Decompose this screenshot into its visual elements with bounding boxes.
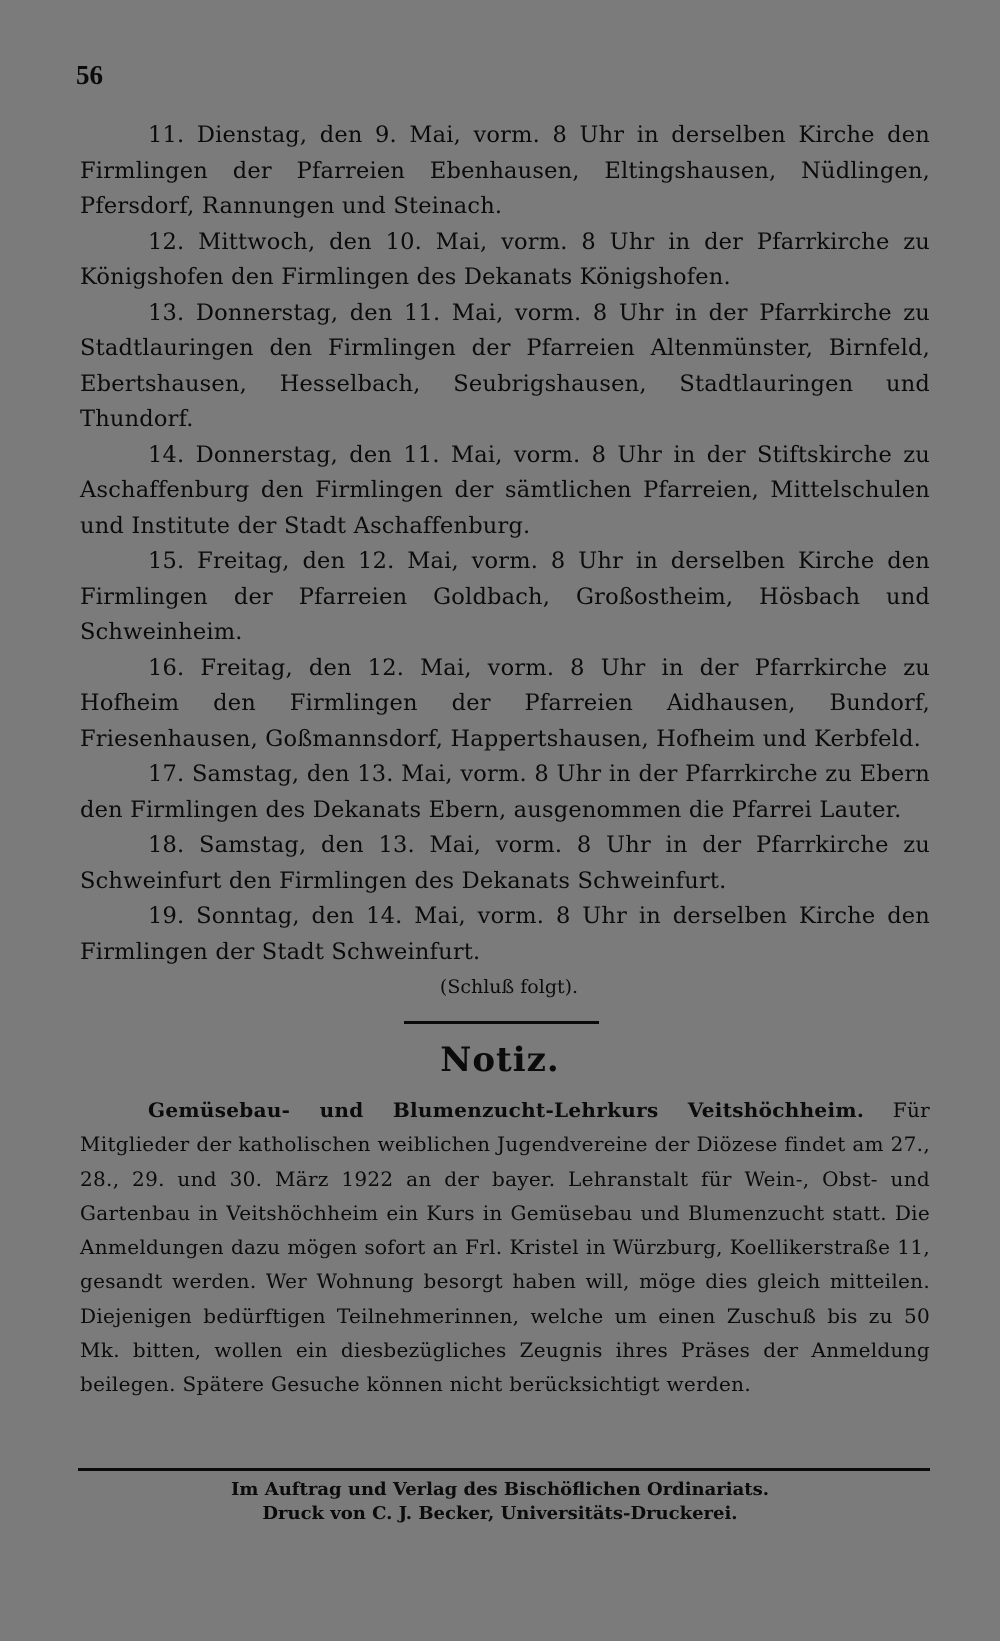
- imprint-publisher: Im Auftrag und Verlag des Bischöflichen Ordinariats.: [231, 1479, 769, 1500]
- footer-divider: [78, 1468, 930, 1471]
- schedule-entry-17: 17. Samstag, den 13. Mai, vorm. 8 Uhr in der Pfarrkirche zu Ebern den Firmlingen des Dekanats Ebern, ausgenommen die Pfarrei Lauter.: [80, 761, 930, 823]
- notice-text: Für Mitglieder der katholischen weiblichen Jugendvereine der Diözese findet am 27., 28., 29. und 30. März 1922 an der bayer. Lehranstalt für Wein-, Obst- und Gartenbau in Veitshöchheim ein Kurs in Gemüsebau und Blumenzucht statt. Die Anmeldungen dazu mögen sofort an Frl. Kristel in Würzburg, Koellikerstraße 11, gesandt werden. Wer Wohnung besorgt haben will, möge dies gleich mitteilen. Diejenigen bedürftigen Teilnehmerinnen, welche um einen Zuschuß bis zu 50 Mk. bitten, wollen ein diesbezügliches Zeugnis ihres Präses der Anmeldung beilegen. Spätere Gesuche können nicht berücksichtigt werden.: [80, 1098, 930, 1397]
- schedule-entry-12: 12. Mittwoch, den 10. Mai, vorm. 8 Uhr in der Pfarrkirche zu Königshofen den Firmlingen des Dekanats Königshofen.: [80, 228, 930, 290]
- schedule-entry-16: 16. Freitag, den 12. Mai, vorm. 8 Uhr in der Pfarrkirche zu Hofheim den Firmlingen der Pfarreien Aidhausen, Bundorf, Friesenhausen, Goßmannsdorf, Happertshausen, Hofheim und Kerbfeld.: [80, 654, 930, 752]
- continued-note: (Schluß folgt).: [439, 976, 579, 998]
- schedule-entry-18: 18. Samstag, den 13. Mai, vorm. 8 Uhr in der Pfarrkirche zu Schweinfurt den Firmlingen des Dekanats Schweinfurt.: [80, 832, 930, 894]
- notice-title: Notiz.: [440, 1040, 560, 1080]
- section-divider: [404, 1021, 599, 1024]
- notice-body: [80, 1093, 930, 1402]
- schedule-entry-11: 11. Dienstag, den 9. Mai, vorm. 8 Uhr in derselben Kirche den Firmlingen der Pfarreien Ebenhausen, Eltingshausen, Nüdlingen, Pfersdorf, Rannungen und Steinach.: [80, 122, 930, 219]
- imprint-printer: Druck von C. J. Becker, Universitäts-Druckerei.: [262, 1503, 738, 1524]
- schedule-entry-15: 15. Freitag, den 12. Mai, vorm. 8 Uhr in derselben Kirche den Firmlingen der Pfarreien Goldbach, Großostheim, Hösbach und Schweinheim.: [80, 548, 930, 645]
- page-number: 56: [76, 60, 103, 90]
- confirmation-schedule: [80, 118, 930, 1004]
- schedule-entry-19: 19. Sonntag, den 14. Mai, vorm. 8 Uhr in derselben Kirche den Firmlingen der Stadt Schweinfurt.: [80, 903, 930, 965]
- schedule-entry-14: 14. Donnerstag, den 11. Mai, vorm. 8 Uhr in der Stiftskirche zu Aschaffenburg den Firmlingen der sämtlichen Pfarreien, Mittelschulen und Institute der Stadt Aschaffenburg.: [80, 441, 930, 539]
- notice-heading: Gemüsebau- und Blumenzucht-Lehrkurs Veitshöchheim.: [148, 1098, 865, 1122]
- schedule-entry-13: 13. Donnerstag, den 11. Mai, vorm. 8 Uhr in der Pfarrkirche zu Stadtlauringen den Firmlingen der Pfarreien Altenmünster, Birnfeld, Ebertshausen, Hesselbach, Seubrigshausen, Stadtlauringen und Thundorf.: [80, 299, 930, 432]
